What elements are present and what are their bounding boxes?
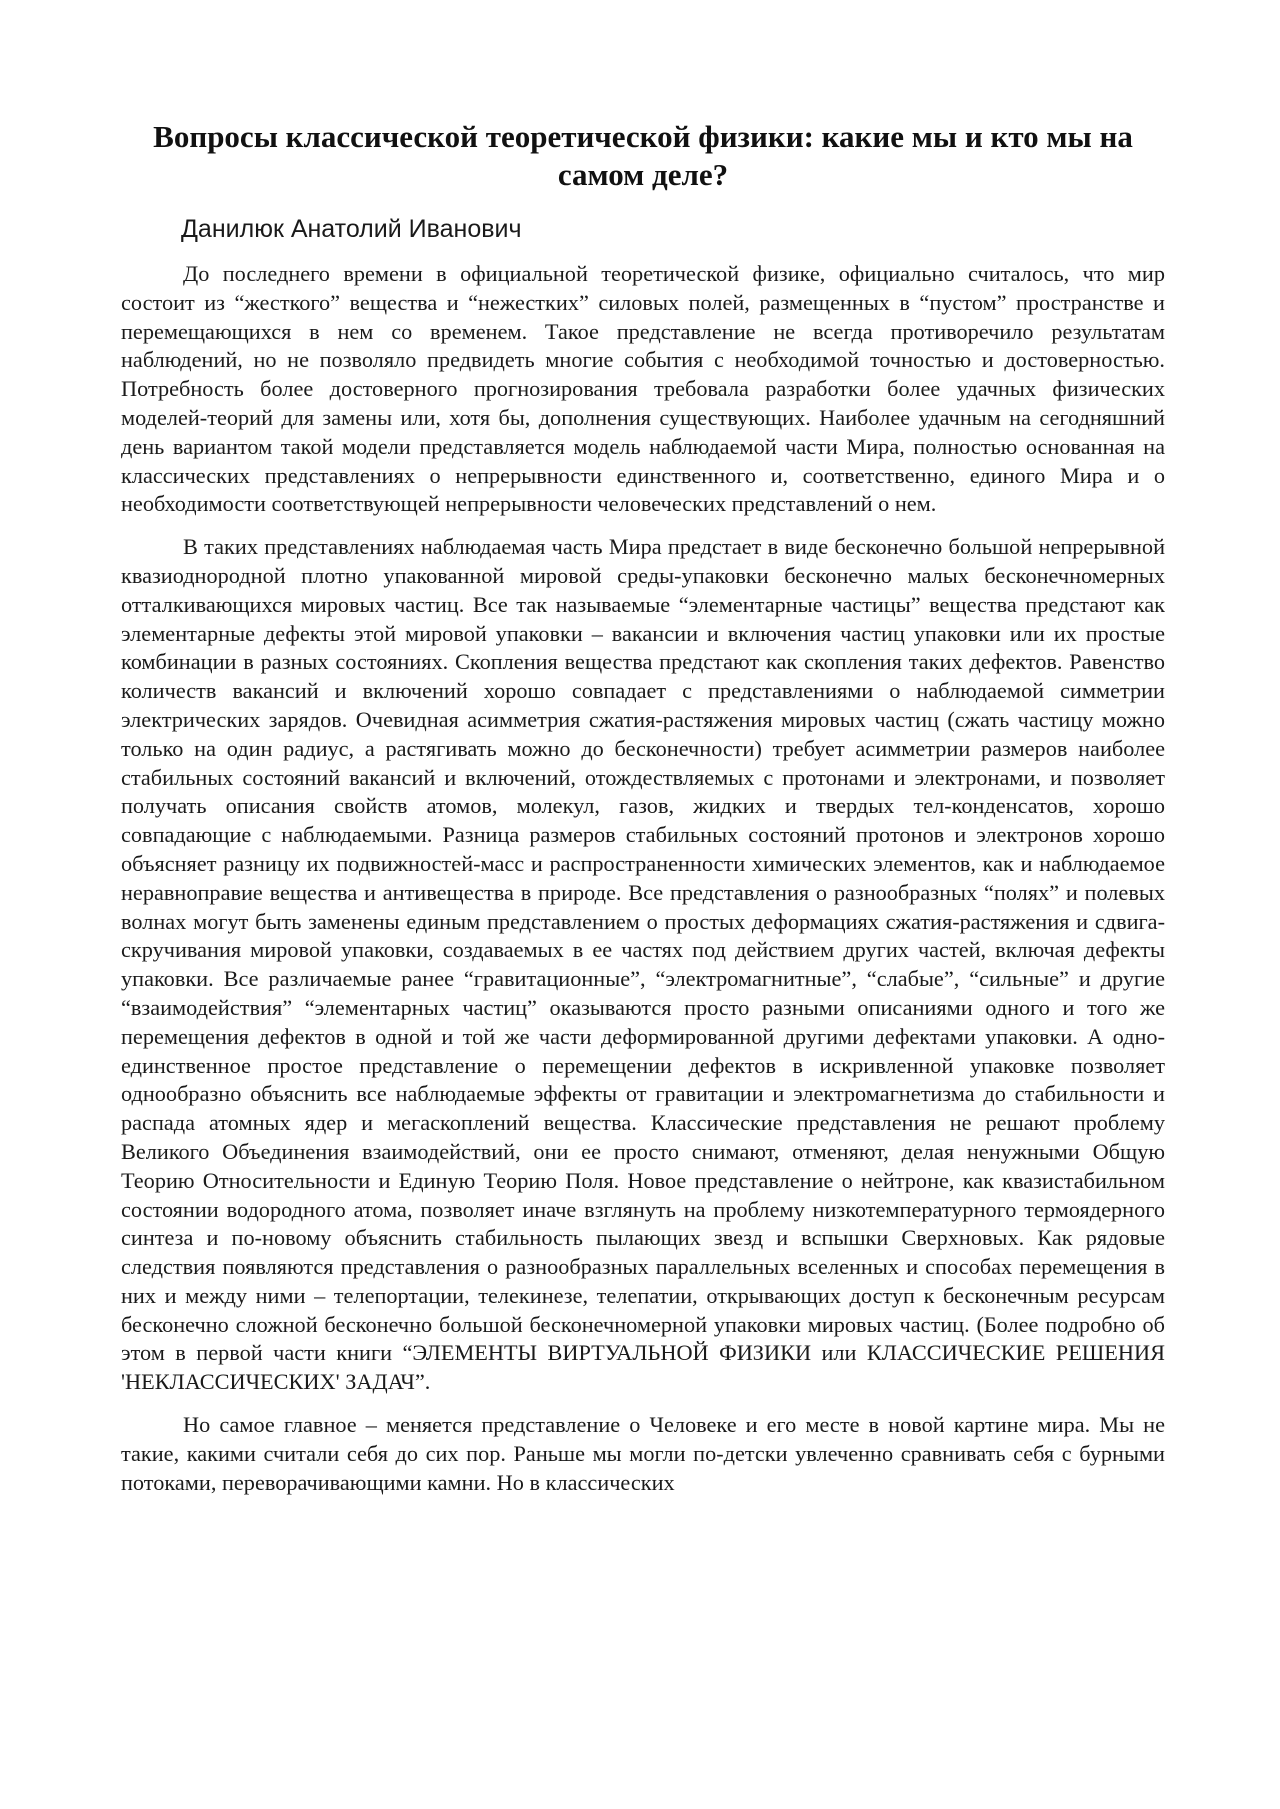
paragraph-2: В таких представлениях наблюдаемая часть Мира предстает в виде бесконечно большой непрерывной квазиоднородной плотно упакованной мировой среды-упаковки бесконечно малых бесконечномерных отталкивающихся мировых частиц. Все так называемые “элементарные частицы” вещества предстают как элементарные дефекты этой мировой упаковки – вакансии и включения частиц упаковки или их простые комбинации в разных состояниях. Скопления вещества предстают как скопления таких дефектов. Равенство количеств вакансий и включений хорошо совпадает с представлениями о наблюдаемой симметрии электрических зарядов. Очевидная асимметрия сжатия-растяжения мировых частиц (сжать частицу можно только на один радиус, а растягивать можно до бесконечности) требует асимметрии размеров наиболее стабильных состояний вакансий и включений, отождествляемых с протонами и электронами, и позволяет получать описания свойств атомов, молекул, газов, жидких и твердых тел-конденсатов, хорошо совпадающие с наблюдаемыми. Разница размеров стабильных состояний протонов и электронов хорошо объясняет разницу их подвижностей-масс и распространенности химических элементов, как и наблюдаемое неравноправие вещества и антивещества в природе. Все представления о разнообразных “полях” и полевых волнах могут быть заменены единым представлением о простых деформациях сжатия-растяжения и сдвига-скручивания мировой упаковки, создаваемых в ее частях под действием других частей, включая дефекты упаковки. Все различаемые ранее “гравитационные”, “электромагнитные”, “слабые”, “сильные” и другие “взаимодействия” “элементарных частиц” оказываются просто разными описаниями одного и того же перемещения дефектов в одной и той же части деформированной другими дефектами упаковки. А одно-единственное простое представление о перемещении дефектов в искривленной упаковке позволяет однообразно объяснить все наблюдаемые эффекты от гравитации и электромагнетизма до стабильности и распада атомных ядер и мегаскоплений вещества. Классические представления не решают проблему Великого Объединения взаимодействий, они ее просто снимают, отменяют, делая ненужными Общую Теорию Относительности и Единую Теорию Поля. Новое представление о нейтроне, как квазистабильном состоянии водородного атома, позволяет иначе взглянуть на проблему низкотемпературного термоядерного синтеза и по-новому объяснить стабильность пылающих звезд и вспышки Сверхновых. Как рядовые следствия появляются представления о разнообразных параллельных вселенных и способах перемещения в них и между ними – телепортации, телекинезе, телепатии, открывающих доступ к бесконечным ресурсам бесконечно сложной бесконечно большой бесконечномерной упаковки мировых частиц. (Более подробно об этом в первой части книги “ЭЛЕМЕНТЫ ВИРТУАЛЬНОЙ ФИЗИКИ или КЛАССИЧЕСКИЕ РЕШЕНИЯ 'НЕКЛАССИЧЕСКИХ' ЗАДАЧ”.: [121, 534, 1165, 1395]
document-title: Вопросы классической теоретической физики: какие мы и кто мы на самом деле?: [153, 119, 1133, 192]
author-name: Данилюк Анатолий Иванович: [181, 215, 522, 243]
paragraph-3: Но самое главное – меняется представление о Человеке и его месте в новой картине мира. Мы не такие, какими считали себя до сих пор. Раньше мы могли по-детски увлеченно сравнивать себя с бурными потоками, переворачивающими камни. Но в классических: [121, 1412, 1165, 1495]
paragraph-1: До последнего времени в официальной теоретической физике, официально считалось, что мир состоит из “жесткого” вещества и “нежестких” силовых полей, размещенных в “пустом” пространстве и перемещающихся в нем со временем. Такое представление не всегда противоречило результатам наблюдений, но не позволяло предвидеть многие события с необходимой точностью и достоверностью. Потребность более достоверного прогнозирования требовала разработки более удачных физических моделей-теорий для замены или, хотя бы, дополнения существующих. Наиболее удачным на сегодняшний день вариантом такой модели представляется модель наблюдаемой части Мира, полностью основанная на классических представлениях о непрерывности единственного и, соответственно, единого Мира и о необходимости соответствующей непрерывности человеческих представлений о нем.: [121, 261, 1165, 517]
document-page: [121, 118, 1165, 1511]
